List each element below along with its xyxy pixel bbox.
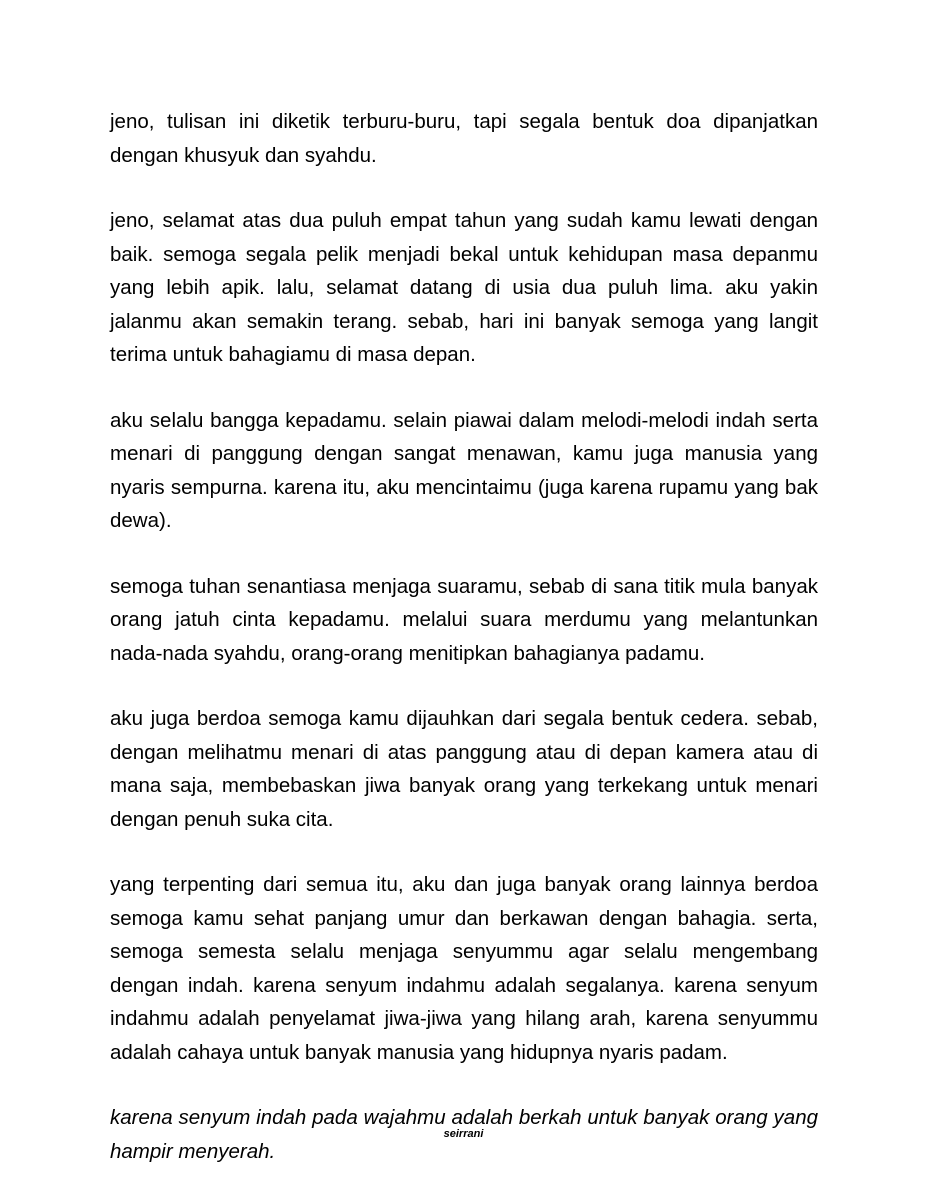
paragraph-voice: semoga tuhan senantiasa menjaga suaramu, sebab di sana titik mula banyak orang jatuh cinta kepadamu. melalui suara merdumu yang melantunkan nada-nada syahdu, orang-orang menitipkan bahagianya padamu.	[110, 574, 818, 665]
letter-body	[110, 105, 818, 1200]
paragraph-closing: karena senyum indah pada wajahmu adalah berkah untuk banyak orang yang hampir menyerah.	[110, 1106, 818, 1163]
paragraph-pride: aku selalu bangga kepadamu. selain piawai dalam melodi-melodi indah serta menari di panggung dengan sangat menawan, kamu juga manusia yang nyaris sempurna. karena itu, aku mencintaimu (juga karena rupamu yang bak dewa).	[110, 408, 818, 532]
paragraph-dance: aku juga berdoa semoga kamu dijauhkan dari segala bentuk cedera. sebab, dengan melihatmu menari di atas panggung atau di depan kamera atau di mana saja, membebaskan jiwa banyak orang yang terkekang untuk menari dengan penuh suka cita.	[110, 707, 818, 831]
paragraph-smile: yang terpenting dari semua itu, aku dan juga banyak orang lainnya berdoa semoga kamu sehat panjang umur dan berkawan dengan bahagia. serta, semoga semesta selalu menjaga senyummu agar selalu mengembang dengan indah. karena senyum indahmu adalah segalanya. karena senyum indahmu adalah penyelamat jiwa-jiwa yang hilang arah, karena senyummu adalah cahaya untuk banyak manusia yang hidupnya nyaris padam.	[110, 873, 818, 1064]
author-signature: seirrani	[443, 1128, 484, 1140]
paragraph-birthday-wish: jeno, selamat atas dua puluh empat tahun yang sudah kamu lewati dengan baik. semoga segala pelik menjadi bekal untuk kehidupan masa depanmu yang lebih apik. lalu, selamat datang di usia dua puluh lima. aku yakin jalanmu akan semakin terang. sebab, hari ini banyak semoga yang langit terima untuk bahagiamu di masa depan.	[110, 209, 818, 366]
paragraph-opening: jeno, tulisan ini diketik terburu-buru, tapi segala bentuk doa dipanjatkan dengan khusyuk dan syahdu.	[110, 110, 818, 167]
